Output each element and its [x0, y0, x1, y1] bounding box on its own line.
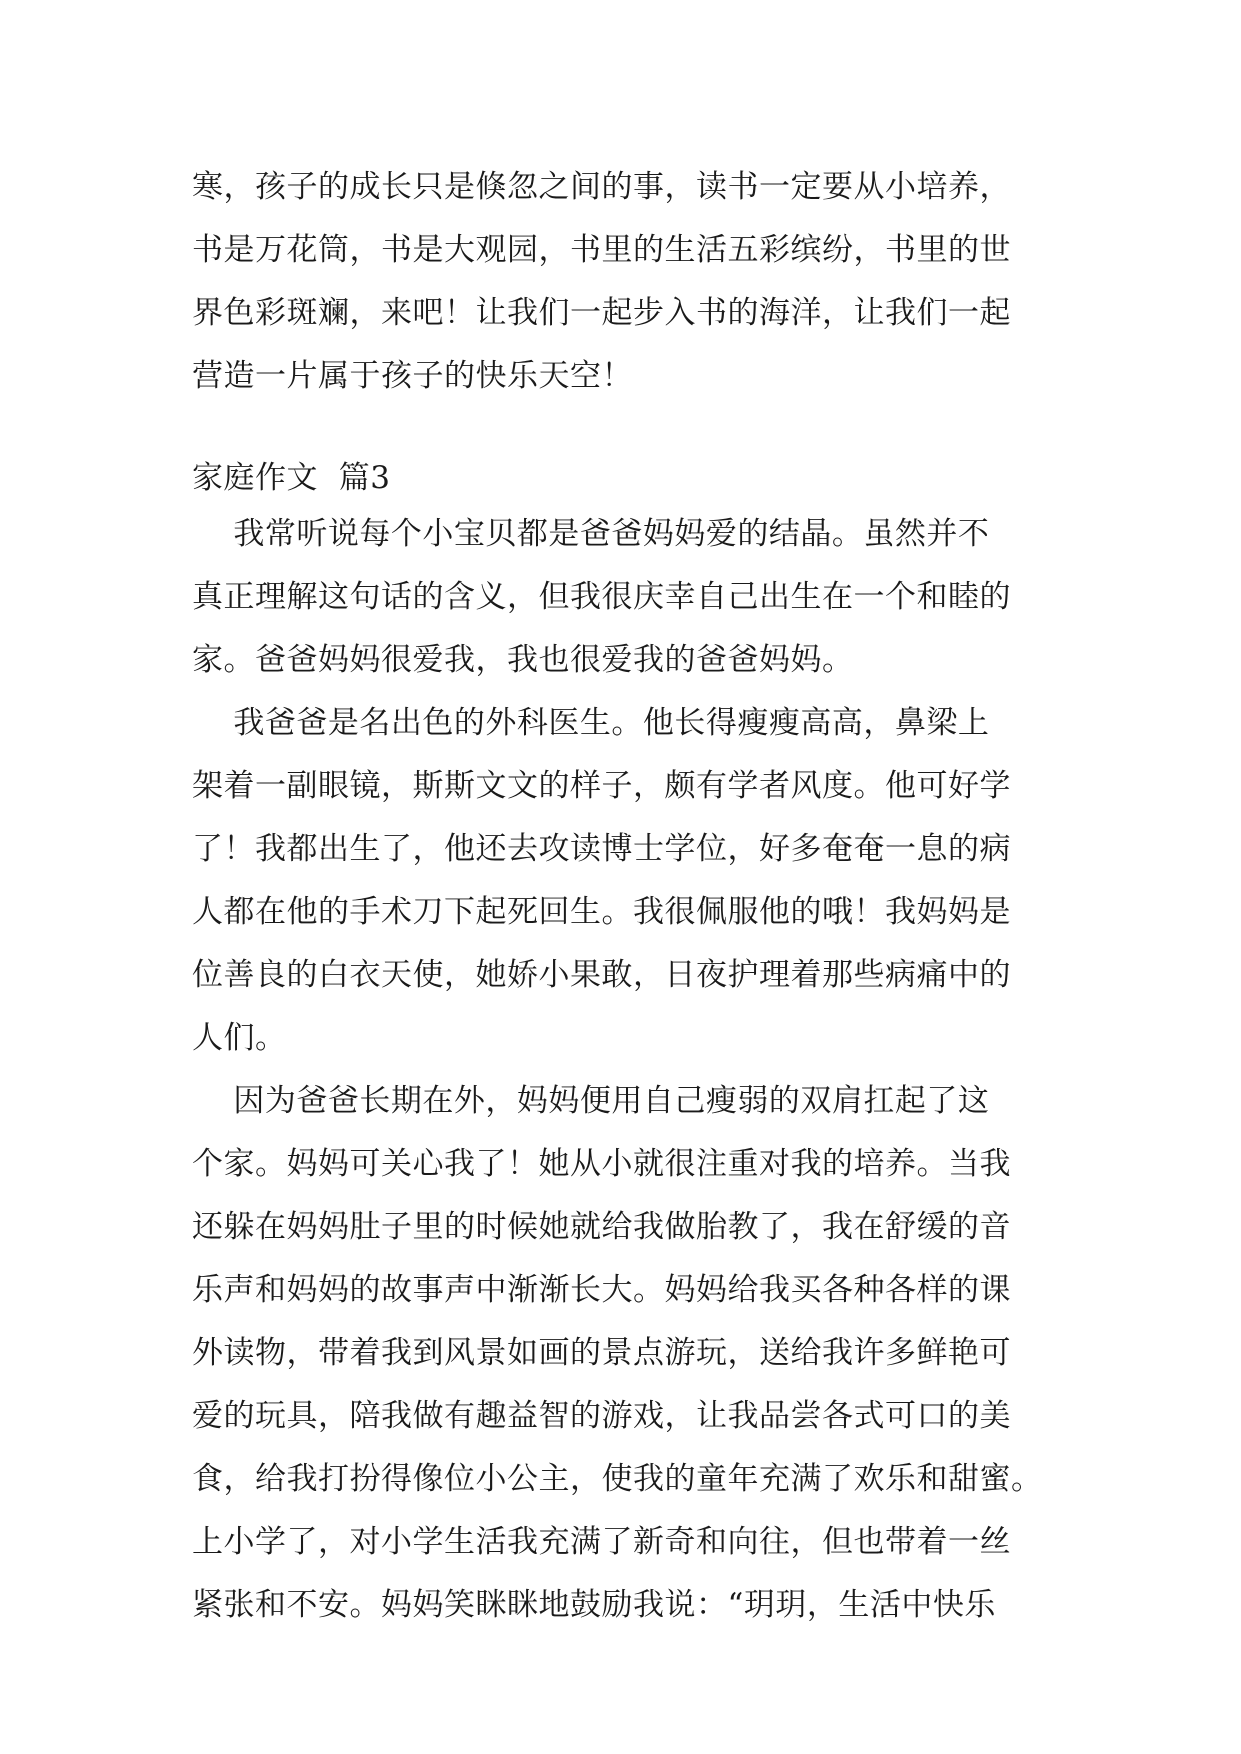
text-line: 紧张和不安。妈妈笑眯眯地鼓励我说：“玥玥，生活中快乐 [192, 1587, 996, 1623]
text-line: 寒，孩子的成长只是倏忽之间的事，读书一定要从小培养， [192, 169, 1011, 205]
text-line: 个家。妈妈可关心我了！她从小就很注重对我的培养。当我 [192, 1146, 1011, 1182]
text-line: 外读物，带着我到风景如画的景点游玩，送给我许多鲜艳可 [192, 1335, 1011, 1371]
text-line: 因为爸爸长期在外，妈妈便用自己瘦弱的双肩扛起了这 [192, 1083, 990, 1119]
section-heading: 家庭作文 篇3 [192, 460, 391, 496]
text-line: 爱的玩具，陪我做有趣益智的游戏，让我品尝各式可口的美 [192, 1398, 1011, 1434]
text-line: 真正理解这句话的含义，但我很庆幸自己出生在一个和睦的 [192, 579, 1011, 615]
intro-paragraph [192, 156, 1062, 408]
text-line: 人们。 [192, 1020, 287, 1056]
text-line: 了！我都出生了，他还去攻读博士学位，好多奄奄一息的病 [192, 831, 1011, 867]
text-line: 人都在他的手术刀下起死回生。我很佩服他的哦！我妈妈是 [192, 894, 1011, 930]
text-line: 上小学了，对小学生活我充满了新奇和向往，但也带着一丝 [192, 1524, 1011, 1560]
text-line: 我爸爸是名出色的外科医生。他长得瘦瘦高高，鼻梁上 [192, 705, 990, 741]
section-heading-wrap [192, 447, 1062, 510]
text-line: 还躲在妈妈肚子里的时候她就给我做胎教了，我在舒缓的音 [192, 1209, 1011, 1245]
text-line: 我常听说每个小宝贝都是爸爸妈妈爱的结晶。虽然并不 [192, 516, 990, 552]
text-line: 界色彩斑斓，来吧！让我们一起步入书的海洋，让我们一起 [192, 295, 1011, 331]
article-body [192, 503, 1062, 1637]
text-line: 架着一副眼镜，斯斯文文的样子，颇有学者风度。他可好学 [192, 768, 1011, 804]
text-line: 家。爸爸妈妈很爱我，我也很爱我的爸爸妈妈。 [192, 642, 854, 678]
text-line: 乐声和妈妈的故事声中渐渐长大。妈妈给我买各种各样的课 [192, 1272, 1011, 1308]
text-line: 营造一片属于孩子的快乐天空！ [192, 358, 633, 394]
text-line: 位善良的白衣天使，她娇小果敢，日夜护理着那些病痛中的 [192, 957, 1011, 993]
text-line: 食，给我打扮得像位小公主，使我的童年充满了欢乐和甜蜜。 [192, 1461, 1043, 1497]
text-line: 书是万花筒，书是大观园，书里的生活五彩缤纷，书里的世 [192, 232, 1011, 268]
